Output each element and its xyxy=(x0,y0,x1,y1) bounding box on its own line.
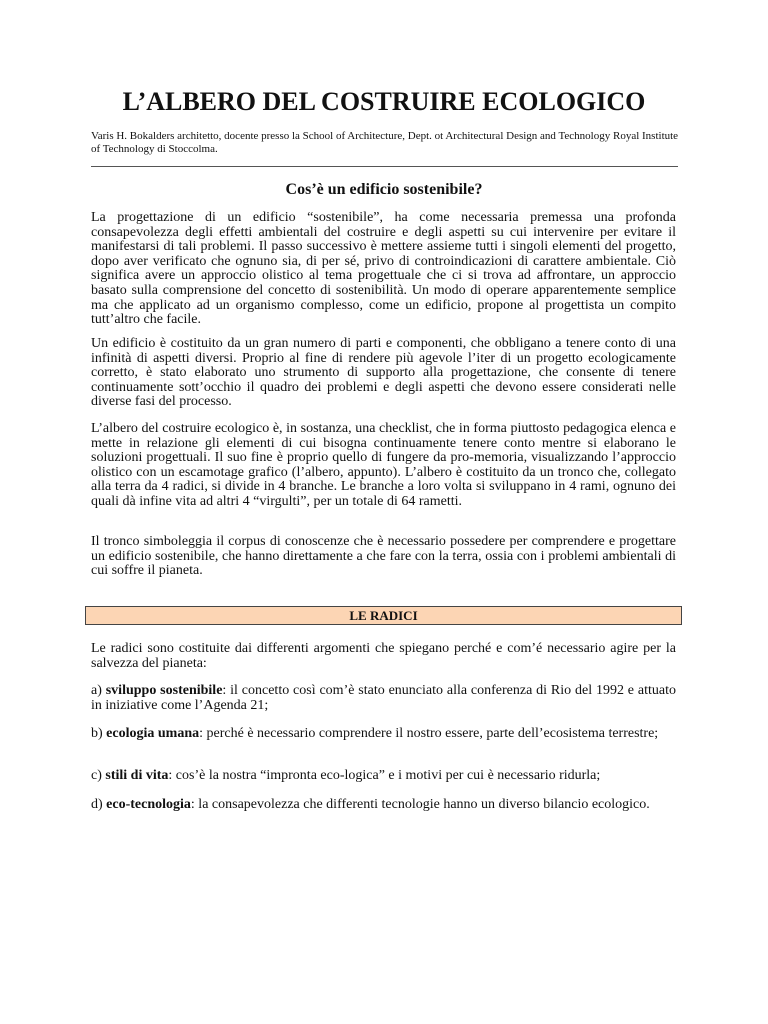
radici-item-prefix: b) xyxy=(91,726,107,741)
section-title: Cos’è un edificio sostenibile? xyxy=(285,181,483,198)
radici-item-b xyxy=(91,727,676,742)
radici-intro: Le radici sono costituite dai differenti argomenti che spiegano perché e com’é necessario agire per la salvezza del pianeta: xyxy=(91,641,676,671)
radici-item-text: : il concetto così com’è stato enunciato alla conferenza di Rio del 1992 e attuato in iniziative come l’Agenda 21; xyxy=(91,683,676,713)
radici-item-text: : perché è necessario comprendere il nostro essere, parte dell’ecosistema terrestre; xyxy=(199,726,659,741)
radici-item-term: sviluppo sostenibile xyxy=(105,683,223,698)
radici-item-text: : la consapevolezza che differenti tecnologie hanno un diverso bilancio ecologico. xyxy=(190,797,650,812)
radici-item-term: ecologia umana xyxy=(106,726,200,741)
radici-item-c xyxy=(91,769,676,784)
radici-item-term: stili di vita xyxy=(105,768,169,783)
paragraph-1: La progettazione di un edificio “sostenibile”, ha come necessaria premessa una profonda consapevolezza degli effetti ambientali del costruire e degli aspetti su cui intervenire per evitare il manifestarsi di tali problemi. Il passo successivo è mettere assieme tutti i singoli elementi del progetto, dopo aver verificato che ognuno sia, di per sé, privo di controindicazioni di carattere ambientale. Ciò significa avere un approccio olistico al tema progettuale che ci si trova ad affrontare, un approccio basato sulla comprensione del concetto di sostenibilità. Un modo di operare apparentemente semplice ma che applicato ad un organismo complesso, come un edificio, propone al progettista un compito tutt’altro che facile. xyxy=(91,210,676,328)
radici-item-a xyxy=(91,684,676,713)
radici-item-prefix: a) xyxy=(91,683,106,698)
paragraph-4: Il tronco simboleggia il corpus di conoscenze che è necessario possedere per comprendere e progettare un edificio sostenibile, che hanno direttamente a che fare con la terra, ossia con i problemi ambientali di cui soffre il pianeta. xyxy=(91,534,676,579)
paragraph-3: L’albero del costruire ecologico è, in sostanza, una checklist, che in forma piuttosto pedagogica elenca e mette in relazione gli elementi di cui bisogna continuamente tenere conto mentre si elaborano le soluzioni progettuali. Il suo fine è proprio quello di fungere da pro-memoria, visualizzando l’approccio olistico con un escamotage grafico (l’albero, appunto). L’albero è costituito da un tronco che, collegato alla terra da 4 radici, si divide in 4 branche. Le branche a loro volta si sviluppano in 4 rami, ognuno dei quali dà infine vita ad altri 4 “virgulti”, per un totale di 64 rametti. xyxy=(91,421,676,509)
radici-item-d xyxy=(91,798,676,813)
radici-section-header: LE RADICI xyxy=(85,606,682,625)
radici-item-prefix: d) xyxy=(91,797,107,812)
header-divider xyxy=(91,166,678,167)
author-credit: Varis H. Bokalders architetto, docente presso la School of Architecture, Dept. ot Architectural Design and Technology Royal Institute of Technology di Stoccolma. xyxy=(91,130,679,155)
radici-item-prefix: c) xyxy=(91,768,106,783)
paragraph-2: Un edificio è costituito da un gran numero di parti e componenti, che obbligano a tenere conto di una infinità di aspetti diversi. Proprio al fine di rendere più agevole l’iter di un progetto ecologicamente corretto, è stato elaborato uno strumento di supporto alla progettazione, che consente di tenere continuamente sott’occhio il quadro dei problemi e degli aspetti che devono essere considerati nelle diverse fasi del processo. xyxy=(91,336,676,410)
radici-item-term: eco-tecnologia xyxy=(106,797,191,812)
document-title: L’ALBERO DEL COSTRUIRE ECOLOGICO xyxy=(122,87,646,116)
radici-item-text: : cos’è la nostra “impronta eco-logica” e i motivi per cui è necessario ridurla; xyxy=(168,768,601,783)
